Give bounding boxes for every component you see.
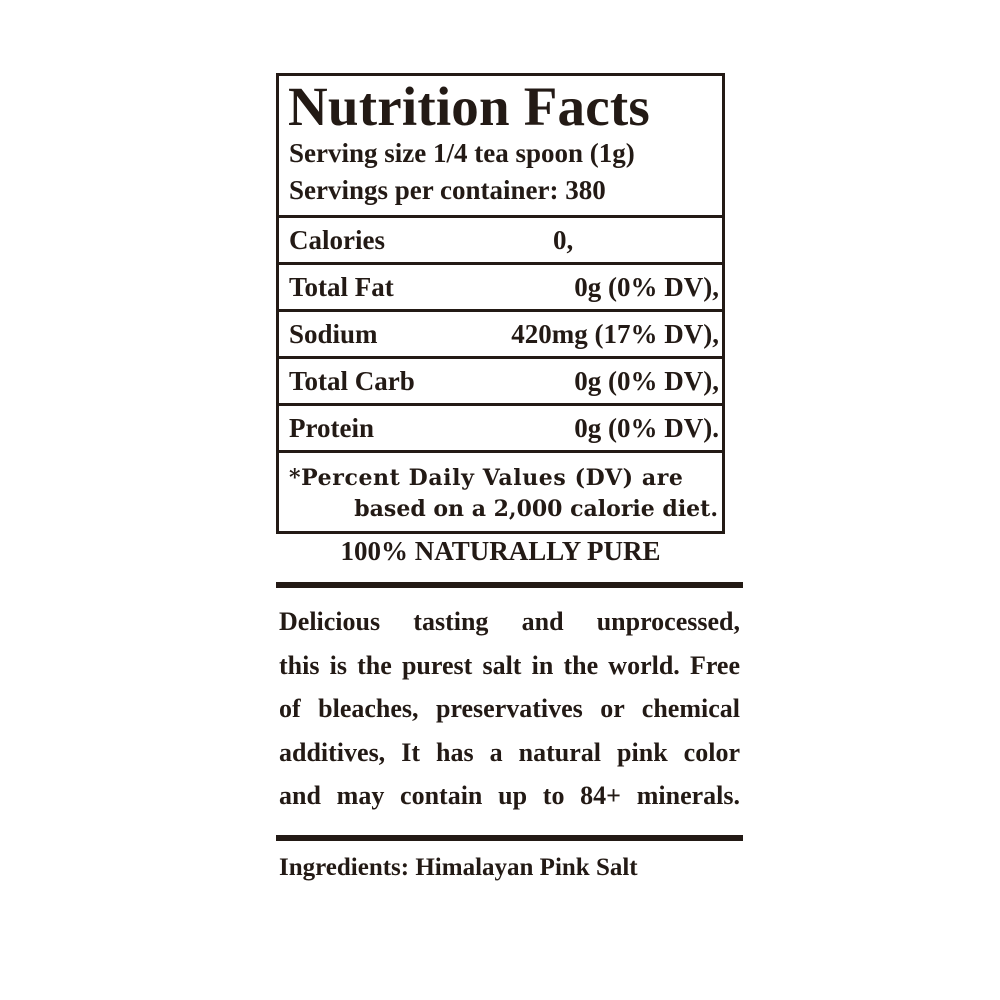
nutrient-name: Protein <box>289 412 374 443</box>
serving-size: Serving size 1/4 tea spoon (1g) <box>289 138 635 168</box>
nutrient-name: Sodium <box>289 318 378 349</box>
nutrient-value: 420mg (17% DV), <box>511 318 719 349</box>
nutrient-row-total-fat <box>279 265 722 312</box>
serving-info <box>279 135 722 218</box>
description-line: Delicious tasting and unprocessed, <box>279 607 740 636</box>
nutrient-row-sodium <box>279 312 722 359</box>
tagline: 100% NATURALLY PURE <box>340 536 661 566</box>
description-line: this is the purest salt in the world. Free <box>279 650 740 680</box>
nutrient-name: Total Fat <box>289 271 394 302</box>
nutrient-row-total-carb <box>279 359 722 406</box>
nutrition-facts-panel <box>276 73 725 534</box>
ingredients-text: Ingredients: Himalayan Pink Salt <box>279 854 638 881</box>
nutrient-row-protein <box>279 406 722 453</box>
nutrient-value: 0g (0% DV), <box>574 271 719 302</box>
nutrient-name: Calories <box>289 224 385 255</box>
daily-value-footnote <box>279 453 722 531</box>
nutrient-name: Total Carb <box>289 365 415 396</box>
divider <box>276 582 743 588</box>
nutrient-value: 0g (0% DV), <box>574 365 719 396</box>
servings-per-container: Servings per container: 380 <box>289 175 606 205</box>
nutrient-value: 0g (0% DV). <box>574 412 719 443</box>
footnote-line: based on a 2,000 calorie diet. <box>354 496 718 522</box>
footnote-line: *Percent Daily Values (DV) are <box>289 465 684 491</box>
description-line: and may contain up to 84+ minerals. <box>279 781 740 810</box>
nutrient-row-calories <box>279 218 722 265</box>
divider <box>276 835 743 841</box>
description-line: additives, It has a natural pink color <box>279 737 740 767</box>
nutrition-facts-title: Nutrition Facts <box>288 76 650 137</box>
nutrient-value: 0, <box>553 224 574 255</box>
description-line: of bleaches, preservatives or chemical <box>279 694 740 723</box>
product-description <box>279 600 740 818</box>
